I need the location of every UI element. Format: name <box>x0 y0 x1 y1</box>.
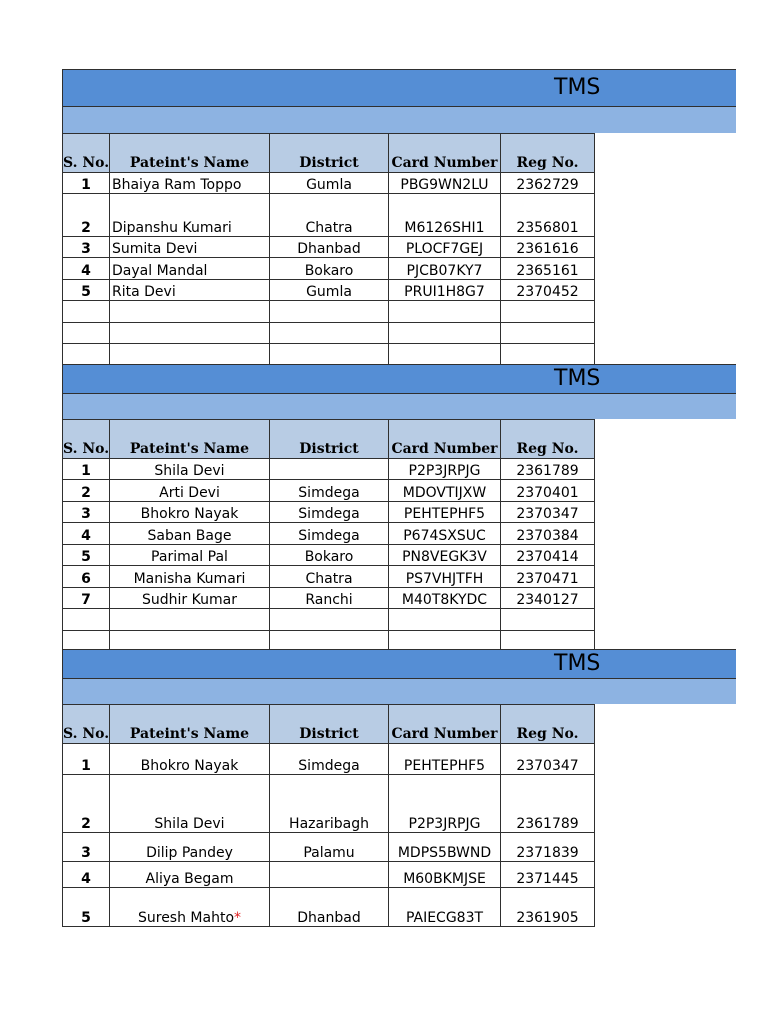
table-row <box>63 775 595 833</box>
cell-name: Bhokro Nayak <box>110 744 270 775</box>
section-2-title: TMS <box>554 366 601 391</box>
header-sno: S. No. <box>63 134 110 173</box>
cell-name: Shila Devi <box>110 775 270 833</box>
empty-cell <box>389 609 501 631</box>
section-3-subtitle-bar <box>62 679 736 704</box>
table-row <box>63 502 595 523</box>
empty-cell <box>63 344 110 365</box>
section-1-title: TMS <box>554 75 601 100</box>
cell-card: M6126SHI1 <box>389 194 501 237</box>
table-header-row <box>63 705 595 744</box>
cell-reg: 2370471 <box>501 566 595 588</box>
table-row <box>63 588 595 609</box>
cell-district: Ranchi <box>270 588 389 609</box>
table-row <box>63 545 595 566</box>
empty-cell <box>110 301 270 323</box>
cell-reg: 2370414 <box>501 545 595 566</box>
cell-sno: 4 <box>63 523 110 545</box>
table-row <box>63 523 595 545</box>
cell-district: Gumla <box>270 280 389 301</box>
cell-district: Dhanbad <box>270 237 389 258</box>
cell-card: PEHTEPHF5 <box>389 744 501 775</box>
cell-sno: 4 <box>63 862 110 888</box>
cell-reg: 2365161 <box>501 258 595 280</box>
cell-reg: 2370452 <box>501 280 595 301</box>
cell-sno: 3 <box>63 833 110 862</box>
cell-district: Bokaro <box>270 545 389 566</box>
cell-district: Chatra <box>270 194 389 237</box>
cell-district: Palamu <box>270 833 389 862</box>
cell-card: PN8VEGK3V <box>389 545 501 566</box>
cell-sno: 6 <box>63 566 110 588</box>
cell-name: Shila Devi <box>110 459 270 480</box>
cell-card: PBG9WN2LU <box>389 173 501 194</box>
cell-name: Sudhir Kumar <box>110 588 270 609</box>
empty-cell <box>270 323 389 344</box>
cell-name-text: Suresh Mahto <box>137 910 235 926</box>
cell-sno: 2 <box>63 775 110 833</box>
cell-sno: 5 <box>63 888 110 927</box>
cell-name: Bhaiya Ram Toppo <box>110 173 270 194</box>
header-district: District <box>270 705 389 744</box>
cell-card: M60BKMJSE <box>389 862 501 888</box>
empty-cell <box>501 323 595 344</box>
section-1-subtitle-bar <box>62 107 736 133</box>
cell-reg: 2362729 <box>501 173 595 194</box>
header-sno: S. No. <box>63 420 110 459</box>
header-name: Pateint's Name <box>110 420 270 459</box>
empty-cell <box>501 609 595 631</box>
cell-name: Saban Bage <box>110 523 270 545</box>
table-row <box>63 459 595 480</box>
cell-card: PRUI1H8G7 <box>389 280 501 301</box>
cell-reg: 2371445 <box>501 862 595 888</box>
table-row <box>63 258 595 280</box>
table-header-row <box>63 420 595 459</box>
cell-card: M40T8KYDC <box>389 588 501 609</box>
asterisk-mark: * <box>234 910 242 926</box>
table-row <box>63 744 595 775</box>
cell-reg: 2370384 <box>501 523 595 545</box>
empty-cell <box>110 609 270 631</box>
cell-reg: 2371839 <box>501 833 595 862</box>
cell-district: Simdega <box>270 502 389 523</box>
cell-name: Rita Devi <box>110 280 270 301</box>
header-name: Pateint's Name <box>110 705 270 744</box>
cell-district: Dhanbad <box>270 888 389 927</box>
empty-row <box>63 323 595 344</box>
section-2-subtitle-bar <box>62 394 736 419</box>
cell-sno: 1 <box>63 459 110 480</box>
cell-sno: 4 <box>63 258 110 280</box>
cell-sno: 1 <box>63 173 110 194</box>
cell-sno: 2 <box>63 194 110 237</box>
header-name: Pateint's Name <box>110 134 270 173</box>
header-reg: Reg No. <box>501 134 595 173</box>
cell-card: MDOVTIJXW <box>389 480 501 502</box>
empty-cell <box>63 301 110 323</box>
header-card: Card Number <box>389 705 501 744</box>
cell-card: P674SXSUC <box>389 523 501 545</box>
table-row <box>63 480 595 502</box>
cell-name: Parimal Pal <box>110 545 270 566</box>
empty-row <box>63 344 595 365</box>
cell-name: Dayal Mandal <box>110 258 270 280</box>
cell-reg: 2361789 <box>501 775 595 833</box>
table-row <box>63 237 595 258</box>
empty-cell <box>389 323 501 344</box>
cell-district: Simdega <box>270 480 389 502</box>
section-3-title: TMS <box>554 651 601 676</box>
cell-sno: 7 <box>63 588 110 609</box>
section-3-table <box>62 704 595 927</box>
empty-cell <box>63 609 110 631</box>
empty-cell <box>501 344 595 365</box>
cell-district: Simdega <box>270 523 389 545</box>
empty-cell <box>110 323 270 344</box>
cell-sno: 3 <box>63 502 110 523</box>
empty-cell <box>501 301 595 323</box>
cell-district <box>270 459 389 480</box>
section-1-table <box>62 133 595 365</box>
cell-reg: 2361789 <box>501 459 595 480</box>
cell-district: Hazaribagh <box>270 775 389 833</box>
cell-card: PEHTEPHF5 <box>389 502 501 523</box>
empty-cell <box>110 344 270 365</box>
cell-reg: 2340127 <box>501 588 595 609</box>
header-district: District <box>270 134 389 173</box>
cell-reg: 2370347 <box>501 502 595 523</box>
empty-cell <box>63 323 110 344</box>
cell-card: PLOCF7GEJ <box>389 237 501 258</box>
cell-district: Gumla <box>270 173 389 194</box>
cell-district <box>270 862 389 888</box>
table-row <box>63 566 595 588</box>
empty-cell <box>270 301 389 323</box>
cell-card: P2P3JRPJG <box>389 775 501 833</box>
cell-sno: 5 <box>63 545 110 566</box>
cell-name: Bhokro Nayak <box>110 502 270 523</box>
cell-sno: 1 <box>63 744 110 775</box>
table-row <box>63 888 595 927</box>
cell-district: Chatra <box>270 566 389 588</box>
header-reg: Reg No. <box>501 420 595 459</box>
empty-row <box>63 609 595 631</box>
header-card: Card Number <box>389 420 501 459</box>
table-row <box>63 280 595 301</box>
table-row <box>63 833 595 862</box>
empty-cell <box>389 344 501 365</box>
cell-name: Dipanshu Kumari <box>110 194 270 237</box>
cell-card: P2P3JRPJG <box>389 459 501 480</box>
header-reg: Reg No. <box>501 705 595 744</box>
cell-sno: 3 <box>63 237 110 258</box>
cell-card: PJCB07KY7 <box>389 258 501 280</box>
cell-card: PAIECG83T <box>389 888 501 927</box>
section-1-title-bar <box>62 69 736 107</box>
empty-cell <box>270 609 389 631</box>
header-card: Card Number <box>389 134 501 173</box>
cell-reg: 2356801 <box>501 194 595 237</box>
empty-cell <box>270 344 389 365</box>
table-row <box>63 862 595 888</box>
cell-name <box>110 888 270 927</box>
cell-card: MDPS5BWND <box>389 833 501 862</box>
cell-name: Manisha Kumari <box>110 566 270 588</box>
cell-reg: 2370347 <box>501 744 595 775</box>
header-district: District <box>270 420 389 459</box>
header-sno: S. No. <box>63 705 110 744</box>
table-header-row <box>63 134 595 173</box>
empty-row <box>63 301 595 323</box>
cell-name: Arti Devi <box>110 480 270 502</box>
cell-sno: 2 <box>63 480 110 502</box>
cell-reg: 2361616 <box>501 237 595 258</box>
empty-cell <box>389 301 501 323</box>
section-2-title-bar <box>62 364 736 394</box>
table-row <box>63 173 595 194</box>
cell-name: Aliya Begam <box>110 862 270 888</box>
cell-reg: 2370401 <box>501 480 595 502</box>
table-row <box>63 194 595 237</box>
cell-name: Dilip Pandey <box>110 833 270 862</box>
cell-card: PS7VHJTFH <box>389 566 501 588</box>
cell-district: Simdega <box>270 744 389 775</box>
cell-name: Sumita Devi <box>110 237 270 258</box>
section-2-table <box>62 419 595 652</box>
cell-district: Bokaro <box>270 258 389 280</box>
cell-sno: 5 <box>63 280 110 301</box>
section-3-title-bar <box>62 649 736 679</box>
cell-reg: 2361905 <box>501 888 595 927</box>
